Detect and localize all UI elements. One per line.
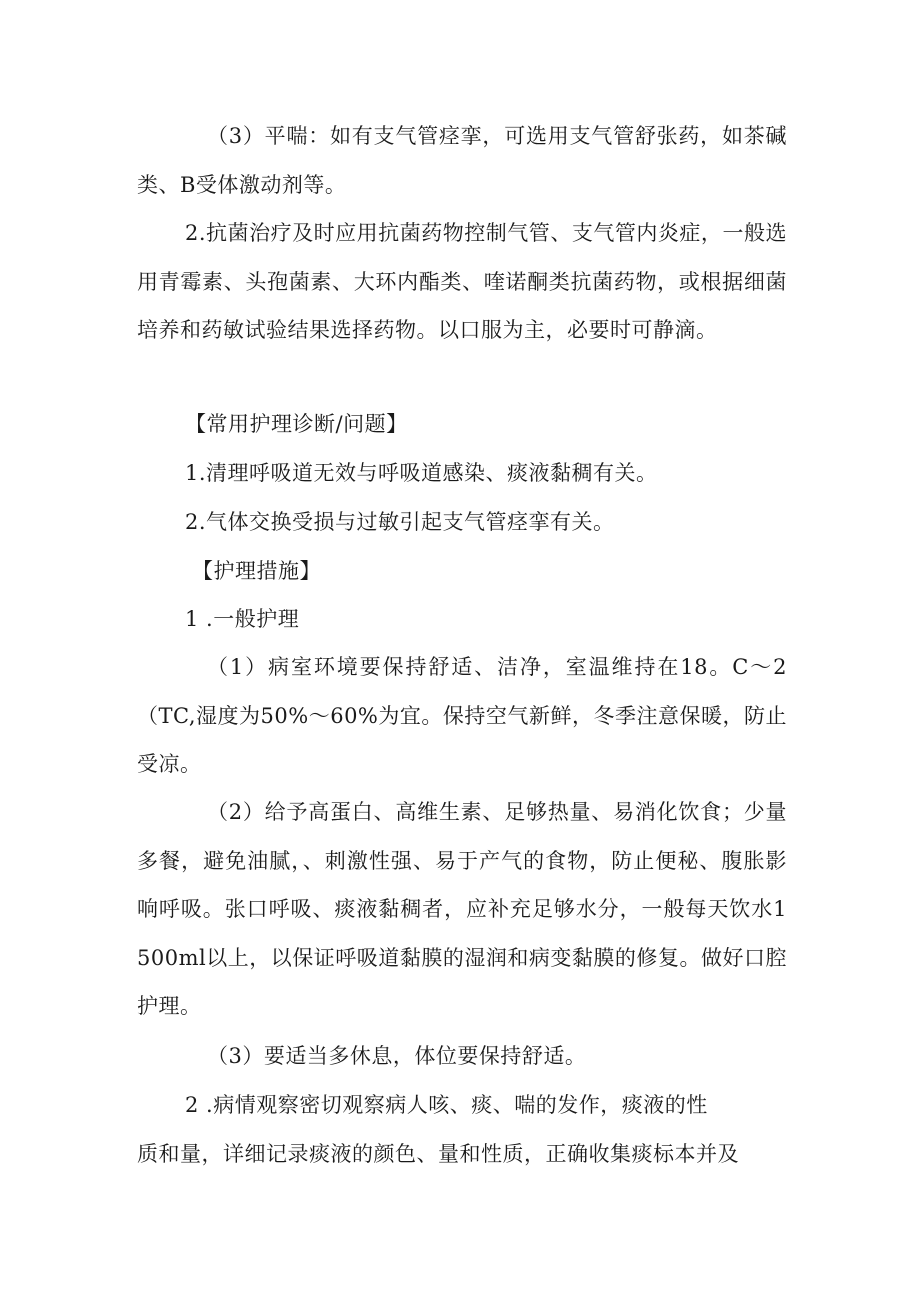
paragraph-antibiotic-therapy: 2.抗菌治疗及时应用抗菌药物控制气管、支气管内炎症，一般选用青霉素、头孢菌素、大环内酯类、喹诺酮类抗菌药物，或根据细菌培养和药敏试验结果选择药物。以口服为主，必要时可静滴。 <box>137 221 787 342</box>
paragraph-ward-environment: （1）病室环境要保持舒适、洁净，室温维持在18。C～2（TC,湿度为50%～60%为宜。保持空气新鲜，冬季注意保暖，防止受凉。 <box>137 655 787 776</box>
paragraph-observation-line1: 2 .病情观察密切观察病人咳、痰、喘的发作，痰液的性 <box>185 1093 708 1117</box>
paragraph-observation-line2: 质和量，详细记录痰液的颜色、量和性质，正确收集痰标本并及 <box>137 1142 739 1166</box>
paragraph-bronchodilator: （3）平喘：如有支气管痉挛，可选用支气管舒张药，如茶碱类、B受体激动剂等。 <box>137 124 787 197</box>
paragraph-diagnosis-1: 1.清理呼吸道无效与呼吸道感染、痰液黏稠有关。 <box>185 461 658 485</box>
paragraph-diet: （2）给予高蛋白、高维生素、足够热量、易消化饮食；少量多餐，避免油腻，、刺激性强、易于产气的食物，防止便秘、腹胀影响呼吸。张口呼吸、痰液黏稠者，应补充足够水分，一般每天饮水1500ml以上，以保证呼吸道黏膜的湿润和病变黏膜的修复。做好口腔护理。 <box>137 800 787 1018</box>
heading-nursing-diagnosis: 【常用护理诊断/问题】 <box>185 412 408 436</box>
paragraph-diagnosis-2: 2.气体交换受损与过敏引起支气管痉挛有关。 <box>185 510 615 534</box>
heading-nursing-measures: 【护理措施】 <box>192 559 321 583</box>
paragraph-general-care: 1 .一般护理 <box>185 607 300 631</box>
paragraph-rest: （3）要适当多休息，体位要保持舒适。 <box>207 1044 587 1068</box>
